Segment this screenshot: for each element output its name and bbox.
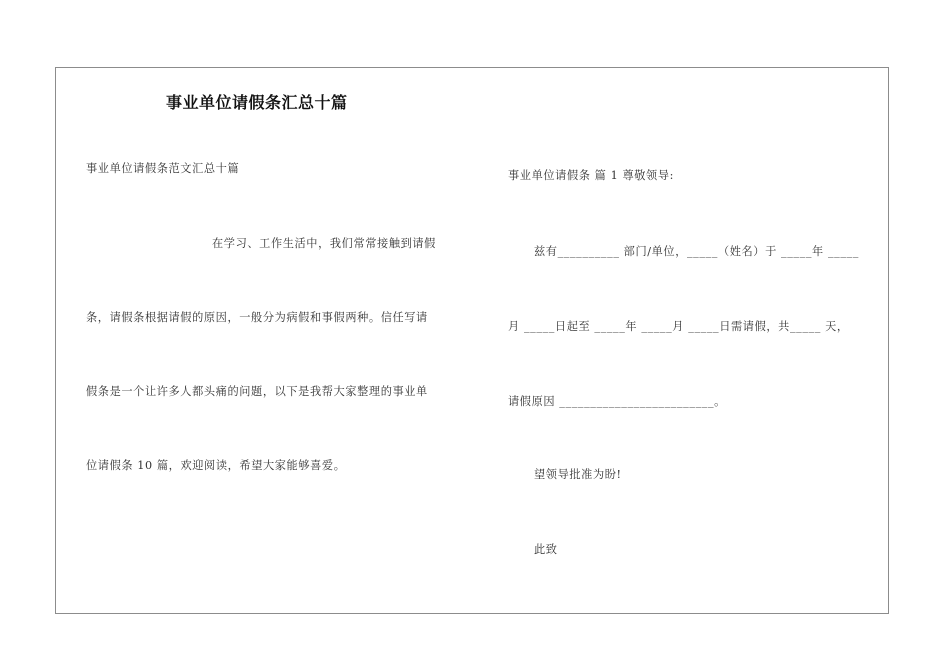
form-line-3: 请假原因 _________________________。 [508, 395, 726, 408]
left-paragraph-line-2: 条，请假条根据请假的原因，一般分为病假和事假两种。信任写请 [86, 311, 428, 324]
left-paragraph-line-3: 假条是一个让许多人都头痛的问题，以下是我帮大家整理的事业单 [86, 385, 428, 398]
document-page-frame [55, 67, 889, 614]
form-line-1: 兹有__________ 部门/单位，_____（姓名）于 _____年 _____ [534, 245, 859, 258]
left-paragraph-line-4: 位请假条 10 篇，欢迎阅读，希望大家能够喜爱。 [86, 459, 346, 472]
left-subtitle: 事业单位请假条范文汇总十篇 [86, 162, 240, 175]
document-title: 事业单位请假条汇总十篇 [166, 93, 348, 112]
left-paragraph-line-1: 在学习、工作生活中，我们常常接触到请假 [212, 237, 436, 250]
closing-request: 望领导批准为盼! [534, 468, 622, 481]
right-heading: 事业单位请假条 篇 1 尊敬领导: [508, 169, 675, 182]
salutation: 此致 [534, 543, 558, 556]
form-line-2: 月 _____日起至 _____年 _____月 _____日需请假，共_____ 天， [508, 320, 849, 333]
